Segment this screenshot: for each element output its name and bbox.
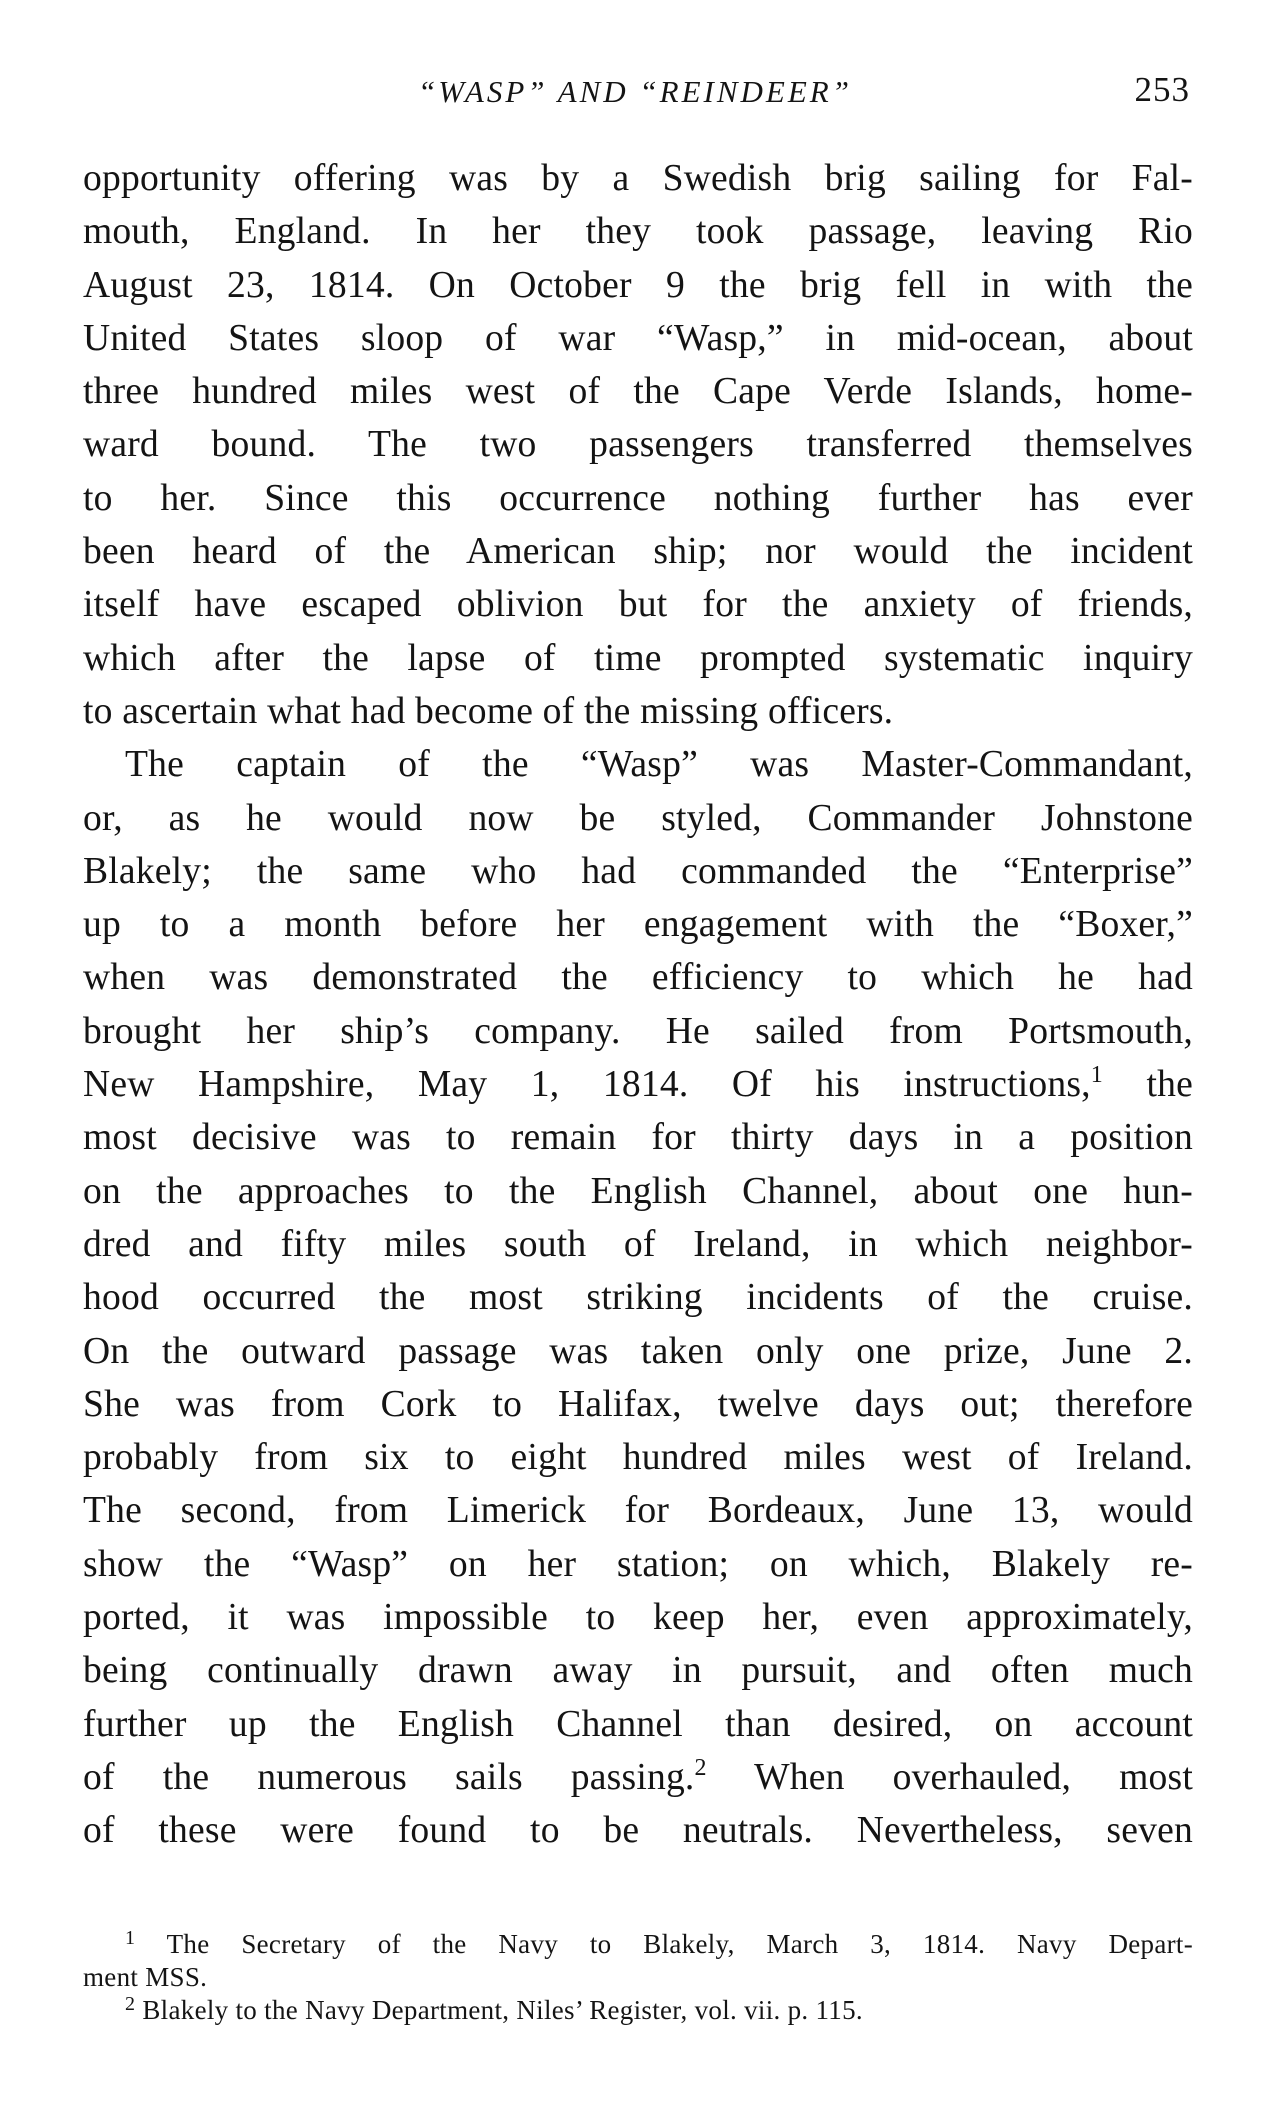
footnote-1-marker: 1 [125,1927,136,1949]
text-line: dred and fifty miles south of Ireland, in which neighbor- [83,1223,1193,1265]
text-line: probably from six to eight hundred miles west of Ireland. [83,1437,1193,1479]
footnote-1 [83,1928,1193,1961]
text-line: She was from Cork to Halifax, twelve days out; therefore [83,1383,1193,1425]
text-line: up to a month before her engagement with the “Boxer,” [83,904,1193,946]
text-line: when was demonstrated the efficiency to which he had [83,957,1193,999]
text-line: been heard of the American ship; nor would the incident [83,531,1193,573]
text-fragment: the [1146,1064,1193,1106]
text-line: which after the lapse of time prompted systematic inquiry [83,637,1193,679]
text-line: The captain of the “Wasp” was Master-Commandant, [125,744,1193,786]
text-line: show the “Wasp” on her station; on which, Blakely re- [83,1543,1193,1585]
text-fragment: of the numerous sails passing. [83,1756,695,1798]
text-line: most decisive was to remain for thirty days in a position [83,1117,1193,1159]
footnote-1-text: The Secretary of the Navy to Blakely, March 3, 1814. Navy Depart- [166,1929,1194,1959]
footnote-2-text: Blakely to the Navy Department, Niles’ Register, vol. vii. p. 115. [142,1995,863,2025]
text-line: of these were found to be neutrals. Nevertheless, seven [83,1810,1193,1852]
footnote-marker-2: 2 [694,1754,707,1781]
text-line: three hundred miles west of the Cape Verde Islands, home- [83,371,1193,413]
text-line: United States sloop of war “Wasp,” in mid-ocean, about [83,317,1193,359]
text-line: itself have escaped oblivion but for the anxiety of friends, [83,584,1193,626]
text-line: ward bound. The two passengers transferred themselves [83,424,1193,466]
text-line: or, as he would now be styled, Commander Johnstone [83,797,1193,839]
text-line: opportunity offering was by a Swedish brig sailing for Fal- [83,158,1193,199]
footnotes [83,1928,1193,2027]
footnote-marker-1: 1 [1090,1062,1103,1089]
text-line-with-footnote [83,1058,1193,1111]
text-fragment: When overhauled, most [754,1756,1193,1798]
text-line: further up the English Channel than desired, on account [83,1703,1193,1745]
running-title: “WASP” AND “REINDEER” [417,74,852,109]
running-head [0,70,1270,120]
text-line: being continually drawn away in pursuit, and often much [83,1650,1193,1692]
text-line: mouth, England. In her they took passage, leaving Rio [83,211,1193,253]
body-text [83,152,1193,1858]
text-line-with-footnote [83,1751,1193,1804]
text-line: The second, from Limerick for Bordeaux, June 13, would [83,1490,1193,1532]
footnote-2-marker: 2 [125,1993,136,2015]
text-line: brought her ship’s company. He sailed from Portsmouth, [83,1010,1193,1052]
footnote-2 [83,1994,1193,2027]
text-line: August 23, 1814. On October 9 the brig fell in with the [83,264,1193,306]
text-line: hood occurred the most striking incidents of the cruise. [83,1277,1193,1319]
paragraph-2 [83,738,1193,1857]
text-line: Blakely; the same who had commanded the “Enterprise” [83,850,1193,892]
text-line: ported, it was impossible to keep her, even approximately, [83,1597,1193,1639]
paragraph-1 [83,152,1193,738]
text-fragment: New Hampshire, May 1, 1814. Of his instructions, [83,1064,1091,1106]
text-line: On the outward passage was taken only one prize, June 2. [83,1330,1193,1372]
text-line: on the approaches to the English Channel, about one hun- [83,1170,1193,1212]
text-line: to ascertain what had become of the missing officers. [83,690,894,732]
text-line: to her. Since this occurrence nothing further has ever [83,477,1193,519]
page-number: 253 [1134,70,1190,109]
footnote-1-continuation: ment MSS. [83,1962,208,1992]
